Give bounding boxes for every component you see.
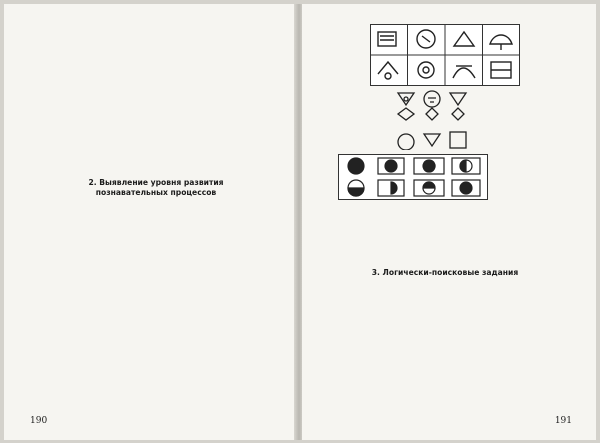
text-block	[30, 114, 282, 144]
text-block	[30, 144, 282, 174]
left-page	[4, 4, 296, 440]
right-page	[302, 4, 596, 440]
section-title	[30, 178, 282, 198]
section-title-line: познавательных процессов	[95, 188, 217, 197]
text-block	[30, 24, 282, 54]
shapes-strips-figure	[338, 154, 488, 200]
section-title	[318, 268, 572, 278]
text-block	[30, 312, 282, 422]
text-block	[30, 54, 282, 84]
text-block	[318, 282, 572, 312]
faces-figure	[390, 90, 474, 150]
text-block	[30, 84, 282, 114]
pictures-figure	[370, 24, 520, 86]
section-title-line: 2. Выявление уровня развития	[88, 178, 224, 187]
page-number: 191	[554, 416, 572, 426]
text-block	[318, 204, 572, 234]
page-number: 190	[30, 416, 48, 426]
text-block	[30, 202, 282, 312]
text-block	[318, 234, 572, 264]
section-title-line: 3. Логически-поисковые задания	[371, 268, 519, 277]
